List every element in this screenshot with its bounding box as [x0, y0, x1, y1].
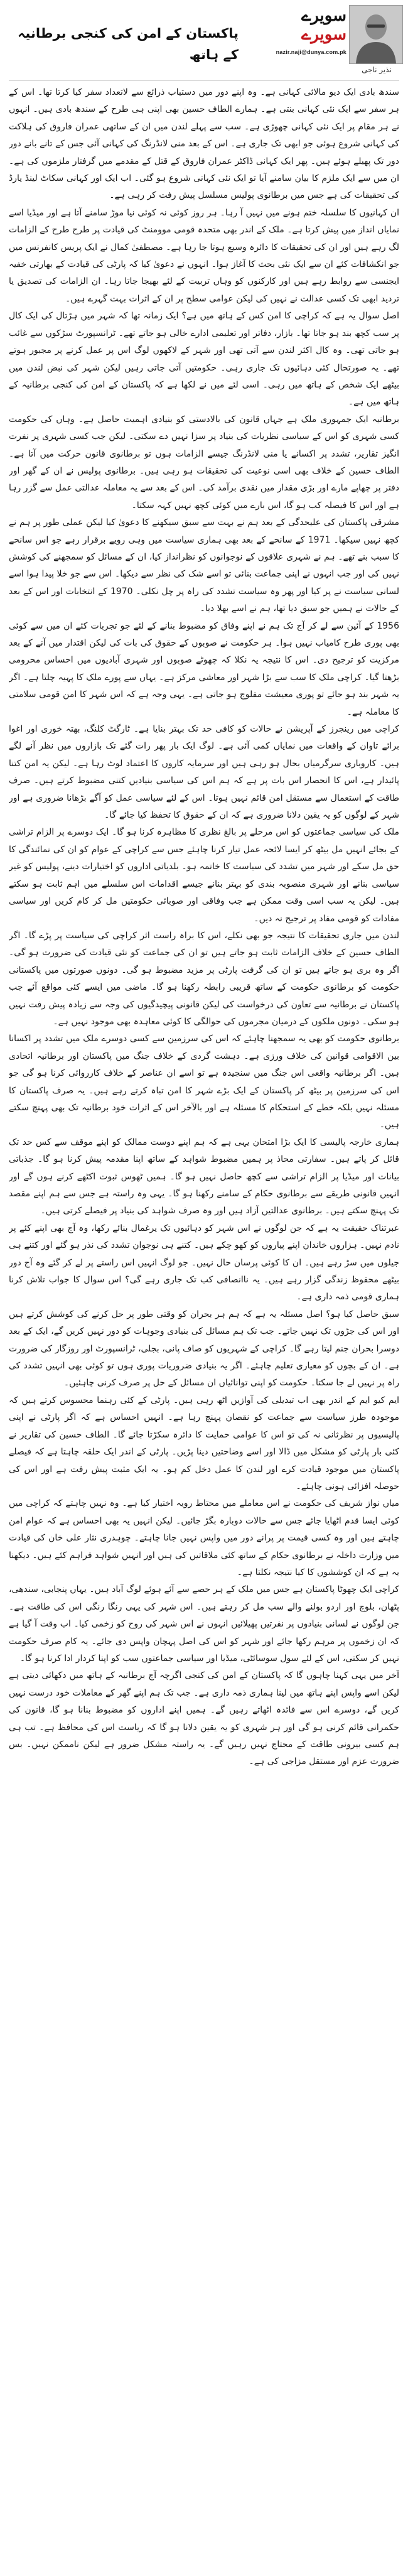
article-paragraph: برطانوی حکومت کو بھی یہ سمجھنا چاہئے کہ اس کی سرزمین سے کسی دوسرے ملک میں تشدد پر اکسانا بین الاقوامی قوانین کی خلاف ورزی ہے۔ دہشت گردی کے خلاف جنگ میں پاکستان اور برطانیہ اتحادی ہیں۔ اگر برطانیہ واقعی اس جنگ میں سنجیدہ ہے تو اسے ان عناصر کے خلاف کارروائی کرنا ہو گی جو اس کی سرزمین پر بیٹھ کر پاکستان کے ایک بڑے شہر کا امن تباہ کرتے رہے ہیں۔ یہ صرف پاکستان کا مسئلہ نہیں بلکہ خطے کے استحکام کا مسئلہ ہے اور بالآخر اس کے اثرات خود برطانیہ تک بھی پہنچ سکتے ہیں۔: [9, 1034, 399, 1130]
column-logo: [252, 6, 346, 48]
article-paragraph: لندن میں جاری تحقیقات کا نتیجہ جو بھی نکلے، اس کا براہ راست اثر کراچی کی سیاست پر پڑے گا۔ اگر الطاف حسین کے خلاف الزامات ثابت ہو جاتے ہیں تو ان کی جماعت کو نئی قیادت کی ضرورت ہو گی۔ اگر وہ بری ہو جاتے ہیں تو ان کی گرفت پارٹی پر مزید مضبوط ہو گی۔ دونوں صورتوں میں پاکستانی حکومت کو برطانوی حکومت کے ساتھ قریبی رابطہ رکھنا ہو گا۔ ماضی میں ایسے کئی مواقع آئے جب پاکستان نے برطانیہ سے تعاون کی درخواست کی لیکن قانونی پیچیدگیوں کی وجہ سے زیادہ پیش رفت نہیں ہو سکی۔ دونوں ملکوں کے درمیان مجرموں کی حوالگی کا کوئی معاہدہ بھی موجود نہیں ہے۔: [9, 930, 399, 1027]
article-paragraph: عبرتناک حقیقت یہ ہے کہ جن لوگوں نے اس شہر کو دہائیوں تک یرغمال بنائے رکھا، وہ آج بھی اپنے کئے پر نادم نہیں۔ ہزاروں خاندان اپنے پیاروں کو کھو چکے ہیں۔ کتنے ہی نوجوان تشدد کی نذر ہو گئے اور کتنے ہی جیلوں میں سڑ رہے ہیں۔ ان کا کوئی پرسان حال نہیں۔ جو لوگ انہیں اس راستے پر لے کر گئے وہ آج دور بیٹھے محفوظ زندگی گزار رہے ہیں۔ یہ ناانصافی کب تک جاری رہے گی؟ اس سوال کا جواب تلاش کرنا ہماری قومی ذمہ داری ہے۔: [9, 1223, 399, 1302]
article-paragraph: 1956 کے آئین سے لے کر آج تک ہم نے اپنے وفاق کو مضبوط بنانے کے لئے جو تجربات کئے ان میں سے کوئی بھی پوری طرح کامیاب نہیں ہوا۔ ہر حکومت نے صوبوں کے حقوق کی بات کی لیکن اقتدار میں آنے کے بعد مرکزیت کو ترجیح دی۔ اس کا نتیجہ یہ نکلا کہ چھوٹے صوبوں اور شہری آبادیوں میں احساس محرومی بڑھتا گیا۔ کراچی ملک کا سب سے بڑا شہر اور معاشی مرکز ہے۔ یہاں سے پورے ملک کا پہیہ چلتا ہے۔ اگر یہ شہر بند ہو جائے تو پوری معیشت مفلوج ہو جاتی ہے۔ یہی وجہ ہے کہ اس شہر کا امن قومی سلامتی کا معاملہ ہے۔: [9, 620, 399, 717]
article-paragraph: کراچی ایک چھوٹا پاکستان ہے جس میں ملک کے ہر حصے سے آئے ہوئے لوگ آباد ہیں۔ یہاں پنجابی، سندھی، پٹھان، بلوچ اور اردو بولنے والے سب مل کر رہتے ہیں۔ اس شہر کی یہی رنگا رنگی اس کی طاقت ہے۔ جن لوگوں نے لسانی بنیادوں پر نفرتیں پھیلائیں انہوں نے اس شہر کی روح کو زخمی کیا۔ اب وقت آ گیا ہے کہ ان زخموں پر مرہم رکھا جائے اور شہر کو اس کی اصل پہچان واپس دی جائے۔ یہ کام صرف حکومت نہیں کر سکتی، اس کے لئے سول سوسائٹی، میڈیا اور سیاسی جماعتوں سب کو اپنا کردار ادا کرنا ہو گا۔: [9, 1584, 399, 1664]
article-paragraph: آخر میں یہی کہنا چاہوں گا کہ پاکستان کے امن کی کنجی اگرچہ آج برطانیہ کے ہاتھ میں دکھائی دیتی ہے لیکن اسے واپس اپنے ہاتھ میں لینا ہماری ذمہ داری ہے۔ جب تک ہم اپنے گھر کے معاملات خود درست نہیں کریں گے، دوسرے اس سے فائدہ اٹھاتے رہیں گے۔ ہمیں اپنے اداروں کو مضبوط بنانا ہو گا، قانون کی حکمرانی قائم کرنی ہو گی اور ہر شہری کو یہ یقین دلانا ہو گا کہ ریاست اس کی محافظ ہے۔ تب ہی ہم کسی بیرونی طاقت کے محتاج نہیں رہیں گے۔ یہ راستہ مشکل ضرور ہے لیکن ناممکن نہیں۔ بس ضرورت عزم اور مستقل مزاجی کی ہے۔: [9, 1670, 399, 1767]
article-paragraph: ایم کیو ایم کے اندر بھی اب تبدیلی کی آوازیں اٹھ رہی ہیں۔ پارٹی کے کئی رہنما محسوس کرتے ہیں کہ موجودہ طرز سیاست سے جماعت کو نقصان پہنچ رہا ہے۔ انہیں احساس ہے کہ اگر پارٹی نے اپنی پالیسیوں پر نظرثانی نہ کی تو اس کا عوامی حمایت کا دائرہ سکڑتا جائے گا۔ الطاف حسین کی تقاریر نے کئی بار پارٹی کو مشکل میں ڈالا اور اسے وضاحتیں دینا پڑیں۔ پارٹی کے اندر ایک حلقہ چاہتا ہے کہ فیصلے پاکستان میں موجود قیادت کرے اور لندن کا عمل دخل کم ہو۔ یہ ایک مثبت پیش رفت ہے اور اس کی حوصلہ افزائی ہونی چاہئے۔: [9, 1395, 399, 1491]
author-name: نذیر ناجی: [362, 65, 392, 74]
article-paragraph: سبق حاصل کیا ہو؟ اصل مسئلہ یہ ہے کہ ہم ہر بحران کو وقتی طور پر حل کرنے کی کوشش کرتے ہیں اور اس کی جڑوں تک نہیں جاتے۔ جب تک ہم مسائل کی بنیادی وجوہات کو دور نہیں کریں گے، ایک کے بعد دوسرا بحران جنم لیتا رہے گا۔ کراچی کے شہریوں کو صاف پانی، بجلی، ٹرانسپورٹ اور روزگار کی ضرورت ہے۔ ان کے بچوں کو معیاری تعلیم چاہئے۔ اگر یہ بنیادی ضروریات پوری ہوں تو کوئی بھی انہیں تشدد کی راہ پر نہیں لے جا سکتا۔ حکومت کو اپنی توانائیاں ان مسائل کے حل پر صرف کرنی چاہئیں۔: [9, 1309, 399, 1388]
logo-line-2: سویرے: [301, 25, 346, 44]
article-paragraph: ان کہانیوں کا سلسلہ ختم ہونے میں نہیں آ رہا۔ ہر روز کوئی نہ کوئی نیا موڑ سامنے آتا ہے اور میڈیا اسے نمایاں انداز میں پیش کرتا ہے۔ ملک کے اندر بھی متحدہ قومی موومنٹ کی قیادت پر طرح طرح کے الزامات لگ رہے ہیں اور ان کی تحقیقات کا دائرہ وسیع ہوتا جا رہا ہے۔ مصطفیٰ کمال نے ایک پریس کانفرنس میں جو انکشافات کئے ان سے ایک نئی بحث کا آغاز ہوا۔ انہوں نے دعویٰ کیا کہ پارٹی کی قیادت کے بھارتی خفیہ ایجنسی سے روابط رہے ہیں اور کارکنوں کو وہاں تربیت کے لئے بھیجا جاتا رہا۔ ان الزامات کی تصدیق یا تردید ابھی تک کسی عدالت نے نہیں کی لیکن عوامی سطح پر ان کے اثرات بہت گہرے ہیں۔: [9, 207, 399, 304]
author-email[interactable]: nazir.naji@dunya.com.pk: [276, 49, 346, 55]
article-paragraph: میاں نواز شریف کی حکومت نے اس معاملے میں محتاط رویہ اختیار کیا ہے۔ وہ نہیں چاہتے کہ کراچی میں کوئی ایسا قدم اٹھایا جائے جس سے حالات دوبارہ بگڑ جائیں۔ لیکن انہیں یہ بھی احساس ہے کہ عوام امن چاہتے ہیں اور وہ کسی قیمت پر پرانے دور میں واپس نہیں جانا چاہتے۔ چوہدری نثار علی خان کی قیادت میں وزارت داخلہ نے برطانوی حکام کے ساتھ کئی ملاقاتیں کی ہیں اور انہیں شواہد فراہم کئے ہیں۔ دیکھنا یہ ہے کہ ان کوششوں کا کیا نتیجہ نکلتا ہے۔: [9, 1498, 399, 1578]
article-paragraph: ہماری خارجہ پالیسی کا ایک بڑا امتحان یہی ہے کہ ہم اپنے دوست ممالک کو اپنے موقف سے کس حد تک قائل کر پاتے ہیں۔ سفارتی محاذ پر ہمیں مضبوط شواہد کے ساتھ اپنا مقدمہ پیش کرنا ہو گا۔ جذباتی بیانات اور میڈیا پر الزام تراشی سے کچھ حاصل نہیں ہو گا۔ ہمیں ٹھوس ثبوت اکٹھے کرنے ہوں گے اور انہیں قانونی طریقے سے برطانوی حکام کے سامنے رکھنا ہو گا۔ یہی وہ راستہ ہے جس سے ہم اپنے مقصد تک پہنچ سکتے ہیں۔ برطانوی عدالتیں آزاد ہیں اور وہ صرف شواہد کی بنیاد پر فیصلے کرتی ہیں۔: [9, 1137, 399, 1216]
column-header: [0, 4, 408, 78]
article-paragraph: مشرقی پاکستان کی علیحدگی کے بعد ہم نے بہت سے سبق سیکھنے کا دعویٰ کیا لیکن عملی طور پر ہم نے کچھ نہیں سیکھا۔ 1971 کے سانحے کے بعد بھی ہماری سیاست میں وہی رویے برقرار رہے جو اس سانحے کا سبب بنے تھے۔ ہم نے شہری علاقوں کے نوجوانوں کو نظرانداز کیا، ان کے مسائل کو سمجھنے کی کوشش نہیں کی اور جب انہوں نے اپنی جماعت بنائی تو اسے شک کی نظر سے دیکھا۔ اس سے جو خلا پیدا ہوا اسے لسانی سیاست نے پر کیا اور پھر وہ سیاست تشدد کی راہ پر چل نکلی۔ 1970 کے انتخابات اور اس کے بعد کے حالات نے ہمیں جو سبق دیا تھا، ہم نے اسے بھلا دیا۔: [9, 517, 399, 614]
column-headline: پاکستان کے امن کی کنجی برطانیہ کے ہاتھ: [18, 26, 239, 62]
article-paragraph: کراچی میں رینجرز کے آپریشن نے حالات کو کافی حد تک بہتر بنایا ہے۔ ٹارگٹ کلنگ، بھتہ خوری اور اغوا برائے تاوان کے واقعات میں نمایاں کمی آئی ہے۔ لوگ ایک بار پھر رات گئے تک بازاروں میں نظر آنے لگے ہیں۔ کاروباری سرگرمیاں بحال ہو رہی ہیں اور سرمایہ کاروں کا اعتماد لوٹ رہا ہے۔ لیکن یہ امن کتنا پائیدار ہے، اس کا انحصار اس بات پر ہے کہ ہم اس کی سیاسی بنیادیں کتنی مضبوط کرتے ہیں۔ صرف طاقت کے استعمال سے مستقل امن قائم نہیں ہوتا۔ اس کے لئے سیاسی عمل کو آگے بڑھانا ضروری ہے اور شہر کے لوگوں کو یہ یقین دلانا ضروری ہے کہ ان کے حقوق کا تحفظ کیا جائے گا۔: [9, 724, 399, 821]
article-paragraph: برطانیہ ایک جمہوری ملک ہے جہاں قانون کی بالادستی کو بنیادی اہمیت حاصل ہے۔ وہاں کی حکومت کسی شہری کو اس کے سیاسی نظریات کی بنیاد پر سزا نہیں دے سکتی۔ لیکن جب کسی شہری پر نفرت انگیز تقاریر، تشدد پر اکسانے یا منی لانڈرنگ جیسے الزامات ہوں تو برطانوی قانون حرکت میں آتا ہے۔ الطاف حسین کے خلاف بھی اسی نوعیت کی تحقیقات ہو رہی ہیں۔ برطانوی پولیس نے ان کے گھر اور دفتر پر چھاپے مارے اور بڑی مقدار میں نقدی برآمد کی۔ اس کے بعد سے یہ معاملہ عدالتی عمل سے گزر رہا ہے اور اس کا فیصلہ کب ہو گا، اس بارے میں کوئی کچھ نہیں کہہ سکتا۔: [9, 414, 399, 511]
author-photo: [349, 5, 403, 64]
header-divider: [9, 80, 399, 81]
article-paragraph: اصل سوال یہ ہے کہ کراچی کا امن کس کے ہاتھ میں ہے؟ ایک زمانہ تھا کہ شہر میں ہڑتال کی ایک کال پر سب کچھ بند ہو جاتا تھا۔ بازار، دفاتر اور تعلیمی ادارے خالی ہو جاتے تھے۔ ٹرانسپورٹ سڑکوں سے غائب ہو جاتی تھی۔ وہ کال اکثر لندن سے آتی تھی اور شہر کے لاکھوں لوگ اس پر عمل کرنے پر مجبور ہوتے تھے۔ یہ صورتحال کئی دہائیوں تک جاری رہی۔ حکومتیں آتی جاتی رہیں لیکن شہر کی نبض لندن میں بیٹھے ایک شخص کے ہاتھ میں رہی۔ اسی لئے میں نے لکھا ہے کہ پاکستان کے امن کی کنجی برطانیہ کے ہاتھ میں ہے۔: [9, 311, 399, 408]
article-paragraph: سندھ بادی ایک دیو مالائی کہانی ہے۔ وہ اپنے دور میں دستیاب ذرائع سے لاتعداد سفر کیا کرتا تھا۔ اس کے ہر سفر سے ایک نئی کہانی بنتی ہے۔ ہمارے الطاف حسین بھی اپنی ہی طرح کے سندھ بادی ہیں۔ انہوں نے ہر مقام پر ایک نئی کہانی چھوڑی ہے۔ سب سے پہلے لندن میں ان کے ساتھی عمران فاروق کی ہلاکت کی کہانی شروع ہوئی جو ابھی تک جاری ہے۔ اس کے بعد منی لانڈرنگ کی کہانی آئی جس کے تانے بانے دور دور تک پھیلے ہوئے ہیں۔ پھر ایک کہانی ڈاکٹر عمران فاروق کے قتل کے مقدمے میں گرفتار ملزموں کی ہے۔ ان میں سے ایک ملزم کا بیان سامنے آیا تو ایک نئی کہانی شروع ہو گئی۔ اب ایک اور کہانی سکاٹ لینڈ یارڈ کی تحقیقات کی ہے جس میں برطانوی پولیس مسلسل پیش رفت کر رہی ہے۔: [9, 87, 399, 201]
article-paragraph: ملک کی سیاسی جماعتوں کو اس مرحلے پر بالغ نظری کا مظاہرہ کرنا ہو گا۔ ایک دوسرے پر الزام تراشی کے بجائے انہیں مل بیٹھ کر ایسا لائحہ عمل تیار کرنا چاہئے جس سے کراچی کے عوام کو ان کی نمائندگی کا حق مل سکے اور شہر میں تشدد کی سیاست کا خاتمہ ہو۔ بلدیاتی اداروں کو اختیارات دینے، پولیس کو غیر سیاسی بنانے اور شہری منصوبہ بندی کو بہتر بنانے جیسے اقدامات اس سلسلے میں اہم ثابت ہو سکتے ہیں۔ لیکن یہ سب اسی وقت ممکن ہے جب وفاقی اور صوبائی حکومتیں مل کر کام کریں اور سیاسی مفادات کو قومی مفاد پر ترجیح نہ دیں۔: [9, 827, 399, 924]
author-portrait-icon: [350, 6, 402, 63]
article-body: [9, 84, 399, 2572]
logo-line-1: سویرے: [301, 6, 346, 25]
